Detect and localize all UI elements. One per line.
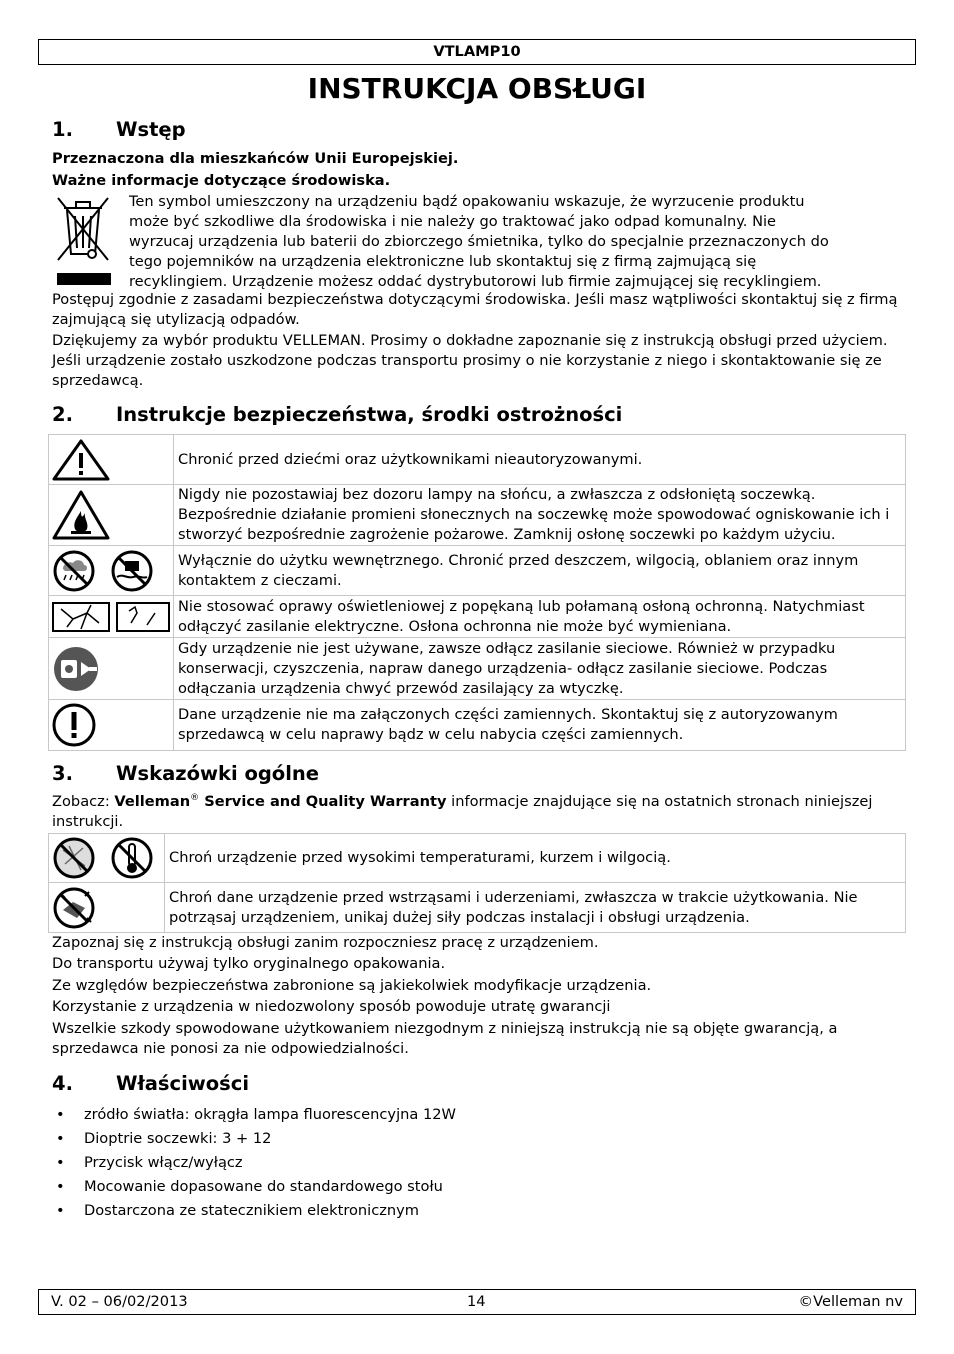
warning-triangle-icon — [49, 435, 174, 485]
no-dust-no-heat-icon — [49, 834, 165, 883]
general-row — [49, 834, 906, 883]
general-text: Chroń dane urządzenie przed wstrząsami i uderzeniami, zwłaszcza w trakcie użytkowania. Nie potrząsaj urządzeniem, unikaj dużej siły podczas instalacji i obsługi urządzenia. — [165, 883, 906, 933]
list-item: • Dostarczona ze statecznikiem elektronicznym — [52, 1200, 456, 1224]
unplug-icon — [49, 638, 174, 700]
footer-copyright: ©Velleman nv — [798, 1293, 903, 1310]
list-item: • zródło światła: okrągła lampa fluorescencyjna 12W — [52, 1104, 456, 1128]
footer-page-number: 14 — [467, 1293, 486, 1310]
page-footer — [38, 1289, 916, 1315]
exclamation-circle-icon — [49, 700, 174, 751]
list-item: • Mocowanie dopasowane do standardowego stołu — [52, 1176, 456, 1200]
general-line: Ze względów bezpieczeństwa zabronione są jakiekolwiek modyfikacje urządzenia. — [52, 977, 652, 994]
safety-row — [49, 596, 906, 638]
no-shock-icon — [49, 883, 165, 933]
section-heading-general: 3. Wskazówki ogólne — [52, 762, 319, 785]
safety-text: Wyłącznie do użytku wewnętrznego. Chronić przed deszczem, wilgocią, oblaniem oraz innym kontaktem z cieczami. — [174, 546, 906, 596]
warranty-reference: Zobacz: Velleman® Service and Quality Warranty informacje znajdujące się na ostatnich stronach niniejszej instrukcji. — [52, 793, 873, 830]
safety-text: Chronić przed dziećmi oraz użytkownikami nieautoryzowanymi. — [174, 435, 906, 485]
section-heading-features: 4. Właściwości — [52, 1072, 250, 1095]
no-rain-no-liquid-icon — [49, 546, 174, 596]
safety-row — [49, 700, 906, 751]
list-item: • Dioptrie soczewki: 3 + 12 — [52, 1128, 456, 1152]
footer-version: V. 02 – 06/02/2013 — [51, 1293, 188, 1310]
section-heading-intro: 1. Wstęp — [52, 118, 186, 141]
general-line: Wszelkie szkody spowodowane użytkowaniem niezgodnym z niniejszą instrukcją nie są objęte gwarancją, a sprzedawca nie ponosi za nie odpowiedzialności. — [52, 1020, 838, 1057]
general-line: Zapoznaj się z instrukcją obsługi zanim rozpoczniesz pracę z urządzeniem. — [52, 934, 599, 951]
thanks-paragraph: Dziękujemy za wybór produktu VELLEMAN. Prosimy o dokładne zapoznanie się z instrukcją obsługi przed użyciem. Jeśli urządzenie zostało uszkodzone podczas transportu prosimy o nie korzystanie z niego i skontaktowanie się ze sprzedawcą. — [52, 332, 888, 389]
list-item: • Przycisk włącz/wyłącz — [52, 1152, 456, 1176]
general-row — [49, 883, 906, 933]
safety-text: Nigdy nie pozostawiaj bez dozoru lampy na słońcu, a zwłaszcza z odsłoniętą soczewką. Bezpośrednie działanie promieni słonecznych na soczewkę może spowodować ogniskowanie ich i stworzyć bezpośrednie zagrożenie pożarowe. Zamknij osłonę soczewki po każdym użyciu. — [174, 485, 906, 546]
section-heading-safety: 2. Instrukcje bezpieczeństwa, środki ostrożności — [52, 403, 623, 426]
safety-row — [49, 638, 906, 700]
page-title: INSTRUKCJA OBSŁUGI — [307, 72, 647, 105]
safety-text: Nie stosować oprawy oświetleniowej z popękaną lub połamaną osłoną ochronną. Natychmiast odłączyć zasilanie elektryczne. Osłona ochronna nie może być wymieniana. — [174, 596, 906, 638]
safety-row — [49, 485, 906, 546]
safety-table — [48, 434, 906, 751]
safety-row — [49, 435, 906, 485]
general-text: Chroń urządzenie przed wysokimi temperaturami, kurzem i wilgocią. — [165, 834, 906, 883]
safety-row — [49, 546, 906, 596]
weee-bin-icon — [54, 194, 112, 288]
env-paragraph: Postępuj zgodnie z zasadami bezpieczeństwa dotyczącymi środowiska. Jeśli masz wątpliwości skontaktuj się z firmą zajmującą się utylizacją odpadów. — [52, 291, 898, 328]
features-list — [52, 1104, 456, 1224]
general-line: Do transportu używaj tylko oryginalnego opakowania. — [52, 955, 446, 972]
general-table — [48, 833, 906, 933]
env-line: Ważne informacje dotyczące środowiska. — [52, 172, 391, 189]
page-header-model: VTLAMP10 — [38, 39, 916, 65]
fire-hazard-icon — [49, 485, 174, 546]
broken-cover-icon — [49, 596, 174, 638]
weee-text: Ten symbol umieszczony na urządzeniu bądź opakowaniu wskazuje, że wyrzucenie produktu może być szkodliwe dla środowiska i nie należy go traktować jako odpad komunalny. Nie wyrzucaj urządzenia lub baterii do zbiorczego śmietnika, tylko do specjalnie przeznaczonych do tego pojemników na urządzenia elektroniczne lub skontaktuj się z firmą zajmującą się recyklingiem. Urządzenie możesz oddać dystrybutorowi lub firmie zajmującej się recyklingiem. — [129, 193, 829, 290]
general-line: Korzystanie z urządzenia w niedozwolony sposób powoduje utratę gwarancji — [52, 998, 611, 1015]
safety-text: Dane urządzenie nie ma załączonych części zamiennych. Skontaktuj się z autoryzowanym sprzedawcą w celu naprawy bądz w celu nabycia części zamiennych. — [174, 700, 906, 751]
safety-text: Gdy urządzenie nie jest używane, zawsze odłącz zasilanie sieciowe. Również w przypadku konserwacji, czyszczenia, napraw danego urządzenia- odłącz zasilanie sieciowe. Podczas odłączania urządzenia chwyć przewód zasilający za wtyczkę. — [174, 638, 906, 700]
eu-line: Przeznaczona dla mieszkańców Unii Europejskiej. — [52, 150, 459, 167]
